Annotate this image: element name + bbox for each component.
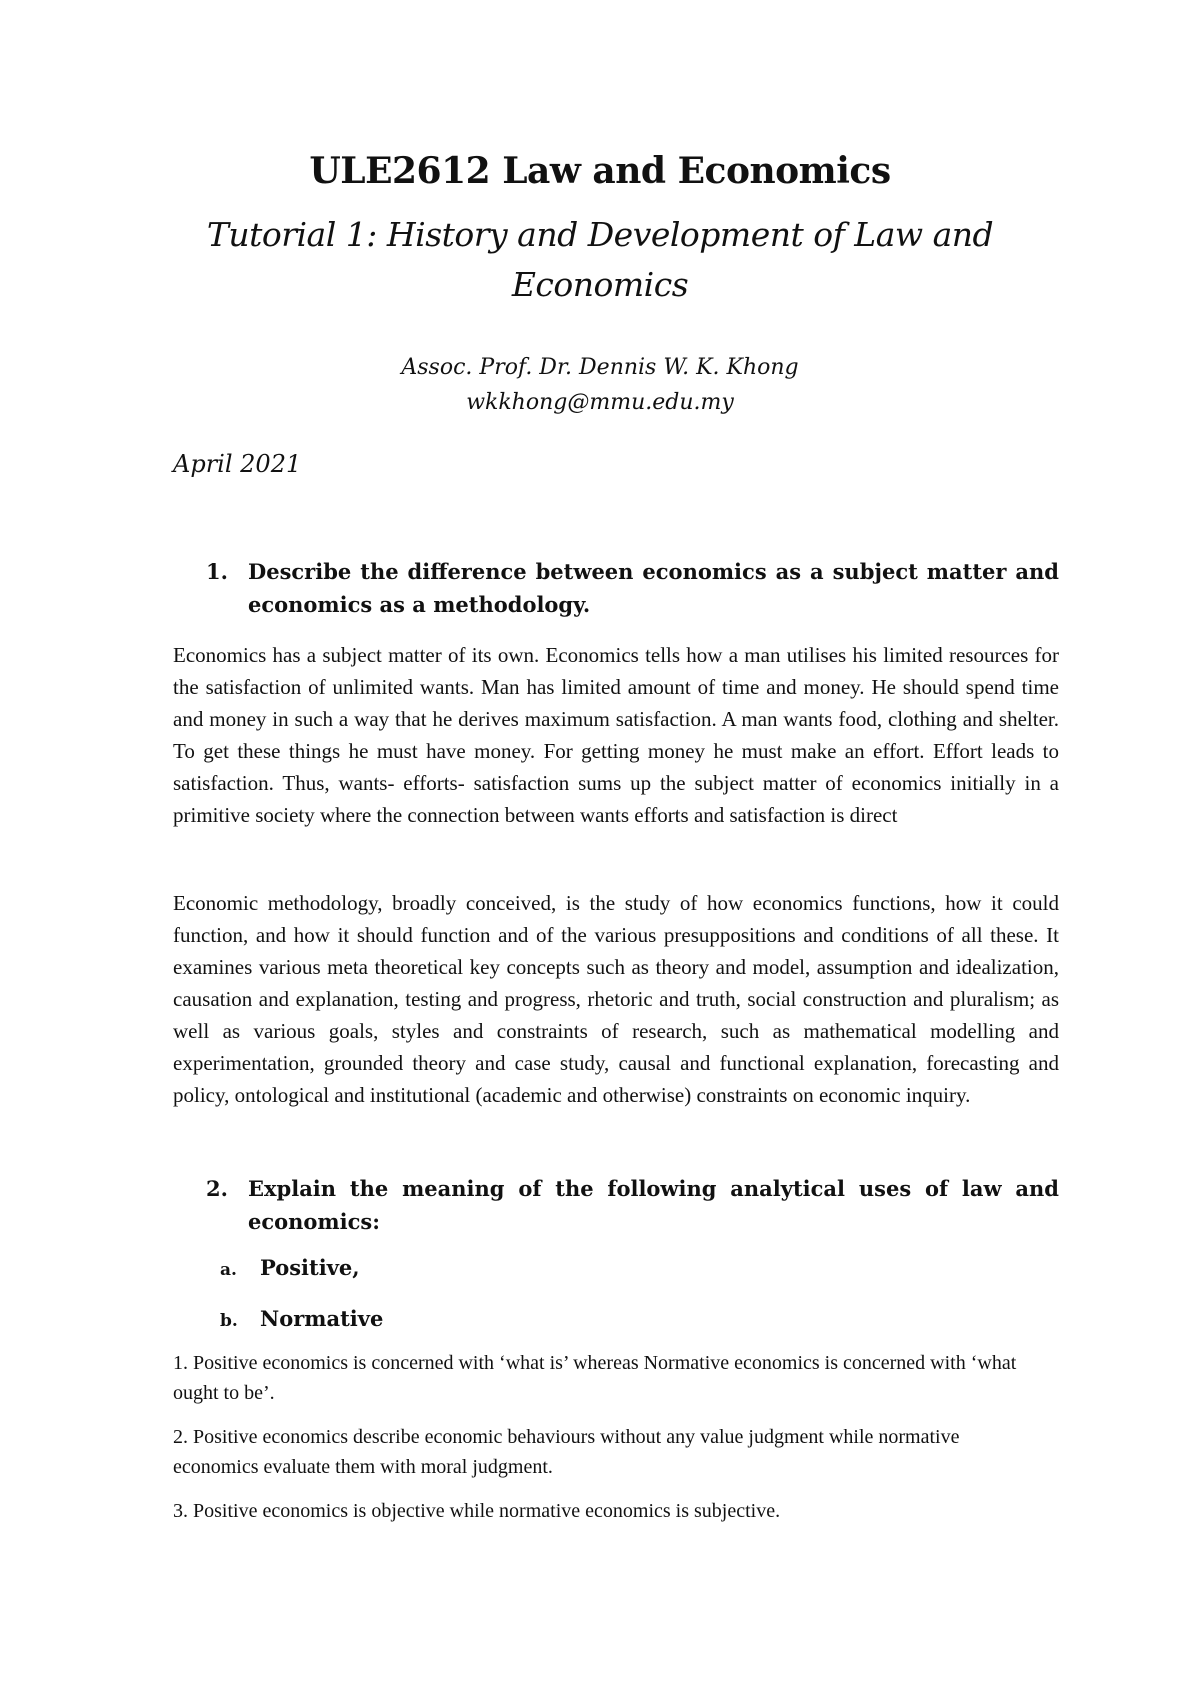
question-2-item-a <box>220 1255 360 1280</box>
answer-2-point-1: 1. Positive economics is concerned with ‘what is’ whereas Normative economics is concerned with ‘what ought to be’. <box>173 1352 1017 1404</box>
item-label: Positive, <box>260 1255 360 1280</box>
question-2-text: Explain the meaning of the following analytical uses of law and economics: <box>248 1176 1059 1234</box>
document-date: April 2021 <box>173 450 302 478</box>
author-block <box>0 350 1200 420</box>
question-2 <box>173 1172 1059 1238</box>
answer-2-point-3: 3. Positive economics is objective while normative economics is subjective. <box>173 1500 781 1522</box>
question-1-number: 1. <box>206 559 228 584</box>
answer-1-paragraph-2: Economic methodology, broadly conceived, is the study of how economics functions, how it could function, and how it should function and of the various presuppositions and conditions of all these. It examines various meta theoretical key concepts such as theory and model, assumption and idealization, causation and explanation, testing and progress, rhetoric and truth, social construction and pluralism; as well as various goals, styles and constraints of research, such as mathematical modelling and experimentation, grounded theory and case study, causal and functional explanation, forecasting and policy, ontological and institutional (academic and otherwise) constraints on economic inquiry. <box>173 891 1059 1107</box>
question-1 <box>173 555 1059 621</box>
document-title: ULE2612 Law and Economics <box>309 150 891 192</box>
question-2-number: 2. <box>206 1176 228 1201</box>
author-email: wkkhong@mmu.edu.my <box>466 390 734 415</box>
document-subtitle: Tutorial 1: History and Development of Law and Economics <box>206 215 994 304</box>
question-2-item-b <box>220 1306 383 1331</box>
item-letter: a. <box>220 1260 237 1280</box>
item-label: Normative <box>260 1306 384 1331</box>
question-1-text: Describe the difference between economics as a subject matter and economics as a methodology. <box>248 559 1059 617</box>
item-letter: b. <box>220 1311 238 1331</box>
answer-2-point-2: 2. Positive economics describe economic behaviours without any value judgment while normative economics evaluate them with moral judgment. <box>173 1426 960 1478</box>
answer-1-paragraph-1: Economics has a subject matter of its own. Economics tells how a man utilises his limited resources for the satisfaction of unlimited wants. Man has limited amount of time and money. He should spend time and money in such a way that he derives maximum satisfaction. A man wants food, clothing and shelter. To get these things he must have money. For getting money he must make an effort. Effort leads to satisfaction. Thus, wants- efforts- satisfaction sums up the subject matter of economics initially in a primitive society where the connection between wants efforts and satisfaction is direct <box>173 643 1059 827</box>
author-name: Assoc. Prof. Dr. Dennis W. K. Khong <box>401 355 799 380</box>
